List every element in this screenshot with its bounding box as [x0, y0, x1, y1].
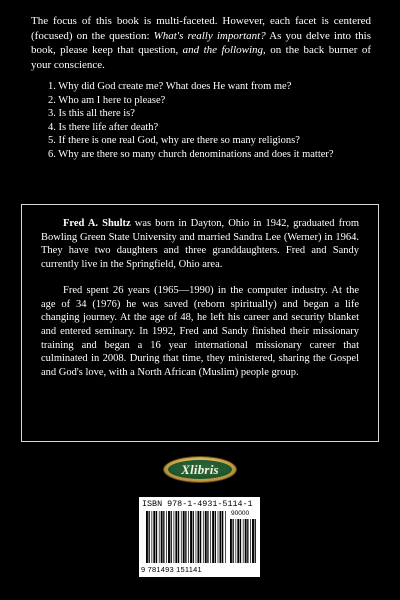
bio-paragraph-1	[41, 217, 359, 272]
barcode-bar	[252, 519, 254, 563]
barcode-bar	[183, 511, 185, 563]
barcode-bar	[222, 511, 223, 563]
barcode-bar	[200, 511, 201, 563]
ean-digits: 9 781493 151141	[141, 565, 202, 574]
barcode-bar	[220, 511, 222, 563]
barcode-bar	[185, 511, 186, 563]
intro-text-2: As you delve into this book, please keep that question,	[31, 29, 371, 56]
barcode-bar	[207, 511, 208, 563]
question-item: 6. Why are there so many church denominations and does it matter?	[48, 148, 334, 160]
barcode-bar	[240, 519, 241, 563]
barcode-bar	[163, 511, 164, 563]
barcode-bar	[247, 519, 248, 563]
barcode-bar	[218, 511, 219, 563]
barcode-box	[139, 497, 260, 577]
intro-text-1: The focus of this book is multi-faceted. However, each facet is centered (focused) on the question:	[31, 15, 371, 42]
barcode-bar	[159, 511, 160, 563]
question-item: 1. Why did God create me? What does He want from me?	[48, 81, 292, 92]
intro-emphasis: and the following	[182, 44, 264, 56]
barcode-bar	[152, 511, 153, 563]
intro-text-3: , on the back burner of your conscience.	[31, 44, 371, 71]
question-item: 3. Is this all there is?	[48, 108, 135, 119]
barcode-bar	[178, 511, 179, 563]
question-list	[48, 80, 378, 161]
bio-text-1: was born in Dayton, Ohio in 1942, graduated from Bowling Green State University and married Sandra Lee (Werner) in 1964. They have two daughters and three granddaughters. Fred and Sandy currently live in the Springfield, Ohio area.	[41, 218, 359, 271]
barcode-bar	[188, 511, 189, 563]
barcode-bar	[171, 511, 172, 563]
barcode-bar	[174, 511, 175, 563]
barcode-bar	[175, 511, 177, 563]
barcode-bar	[212, 511, 214, 563]
barcode-bar	[203, 511, 204, 563]
bio-paragraph-2: Fred spent 26 years (1965—1990) in the computer industry. At the age of 34 (1976) he was saved (reborn spiritually) and began a life changing journey. At the age of 48, he left his career and security blanket and entered seminary. In 1992, Fred and Sandy finished their missionary training and began a 16 year international missionary career that culminated in 2008. During that time, they ministered, sharing the Gospel and God's love, with a North African (Muslim) people group.	[41, 284, 359, 379]
barcode-bar	[196, 511, 197, 563]
barcode-bar	[215, 511, 216, 563]
author-bio-box	[21, 204, 379, 442]
barcode-bar	[168, 511, 170, 563]
barcode-bar	[153, 511, 155, 563]
question-item: 4. Is there life after death?	[48, 121, 159, 133]
barcode-bar	[161, 511, 163, 563]
price-code: 90000	[231, 510, 250, 517]
barcode-bar	[197, 511, 199, 563]
barcode-bar	[190, 511, 192, 563]
barcode-bar	[166, 511, 167, 563]
barcode-bar	[245, 519, 247, 563]
barcode-bar	[250, 519, 251, 563]
intro-paragraph	[31, 14, 371, 72]
barcode-bar	[210, 511, 211, 563]
publisher-logo-inner	[168, 460, 232, 479]
publisher-logo-text: Xlibris	[181, 461, 219, 477]
barcode-bar	[181, 511, 182, 563]
barcode-bar	[233, 519, 234, 563]
barcode-bar	[236, 519, 237, 563]
isbn-label: ISBN 978-1-4931-5114-1	[142, 499, 253, 509]
barcode-bar	[205, 511, 207, 563]
barcode-bar	[243, 519, 244, 563]
barcode-bar	[237, 519, 239, 563]
publisher-logo	[164, 457, 236, 482]
barcode-bar	[193, 511, 194, 563]
question-item: 2. Who am I here to please?	[48, 94, 166, 106]
barcode-bar	[230, 519, 232, 563]
question-item: 5. If there is one real God, why are there so many religions?	[48, 135, 300, 146]
barcode-bar	[156, 511, 157, 563]
barcode-bar	[146, 511, 148, 563]
intro-question: What's really important?	[153, 29, 266, 42]
barcode-bar	[255, 519, 256, 563]
author-name: Fred A. Shultz	[63, 218, 131, 229]
barcode-bar	[149, 511, 150, 563]
barcode-bar	[225, 511, 226, 563]
